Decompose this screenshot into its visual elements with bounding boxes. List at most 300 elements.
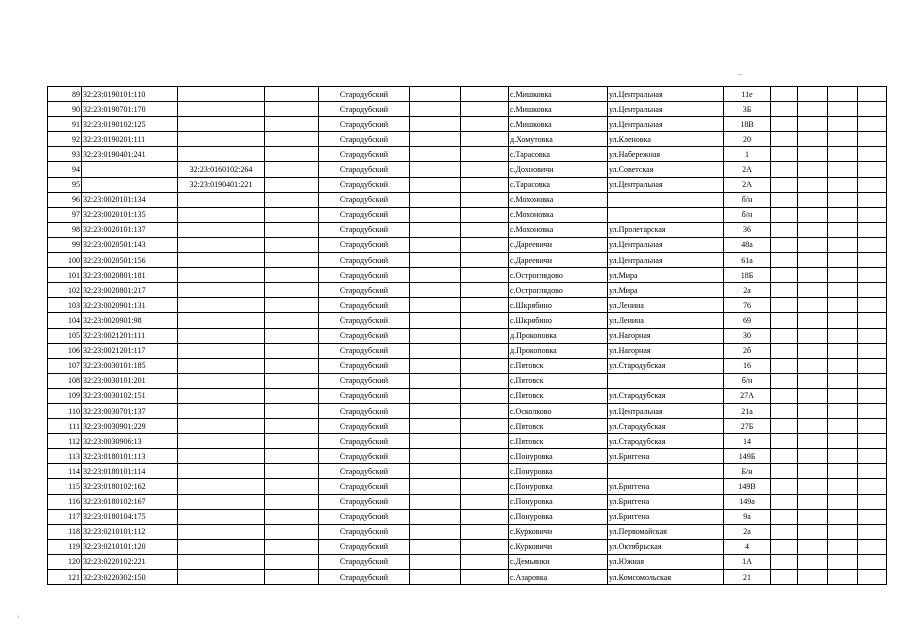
row-number-cell: 95	[48, 177, 82, 192]
alt-cadastral-number-cell	[178, 419, 265, 434]
settlement-cell: с.Мишковка	[509, 87, 608, 102]
blank-cell	[798, 117, 828, 132]
settlement-cell: с.Мишковка	[509, 117, 608, 132]
blank-cell	[858, 222, 887, 237]
blank-cell	[771, 162, 798, 177]
blank-cell	[858, 162, 887, 177]
blank-cell	[828, 192, 858, 207]
alt-cadastral-number-cell	[178, 554, 265, 569]
cadastral-number-cell: 32:23:0190401:241	[82, 147, 178, 162]
row-number-cell: 113	[48, 449, 82, 464]
registry-body	[48, 87, 887, 585]
blank-cell	[771, 192, 798, 207]
settlement-cell: с.Дареевичи	[509, 237, 608, 252]
blank-cell	[265, 207, 319, 222]
street-cell: ул.Стародубская	[608, 358, 724, 373]
settlement-cell: д.Хомутовка	[509, 132, 608, 147]
blank-cell	[798, 268, 828, 283]
street-cell: ул.Стародубская	[608, 434, 724, 449]
blank-cell	[265, 117, 319, 132]
street-cell: ул.Нагорная	[608, 328, 724, 343]
row-number-cell: 89	[48, 87, 82, 102]
cadastral-number-cell: 32:23:0180101:113	[82, 449, 178, 464]
alt-cadastral-number-cell	[178, 132, 265, 147]
blank-cell	[461, 449, 509, 464]
table-row	[48, 358, 887, 373]
cadastral-number-cell: 32:23:0020801:217	[82, 283, 178, 298]
blank-cell	[858, 343, 887, 358]
settlement-cell: с.Демьянки	[509, 554, 608, 569]
blank-cell	[858, 117, 887, 132]
blank-cell	[265, 313, 319, 328]
blank-cell	[858, 268, 887, 283]
cadastral-number-cell: 32:23:0020901:98	[82, 313, 178, 328]
settlement-cell: с.Понуровка	[509, 509, 608, 524]
blank-cell	[461, 147, 509, 162]
house-number-cell: 30	[724, 328, 771, 343]
table-row	[48, 328, 887, 343]
alt-cadastral-number-cell	[178, 373, 265, 388]
street-cell: ул.Центральная	[608, 237, 724, 252]
table-row	[48, 222, 887, 237]
blank-cell	[828, 132, 858, 147]
district-cell: Стародубский	[319, 283, 410, 298]
street-cell: ул.Стародубская	[608, 419, 724, 434]
street-cell: ул.Центральная	[608, 117, 724, 132]
blank-cell	[265, 328, 319, 343]
blank-cell	[265, 449, 319, 464]
street-cell: ул.Мира	[608, 283, 724, 298]
blank-cell	[771, 298, 798, 313]
settlement-cell: с.Пятовск	[509, 434, 608, 449]
row-number-cell: 90	[48, 102, 82, 117]
blank-cell	[828, 283, 858, 298]
settlement-cell: с.Пятовск	[509, 419, 608, 434]
blank-cell	[858, 388, 887, 403]
blank-cell	[828, 464, 858, 479]
cadastral-number-cell: 32:23:0210101:120	[82, 539, 178, 554]
blank-cell	[828, 162, 858, 177]
alt-cadastral-number-cell	[178, 207, 265, 222]
blank-cell	[828, 222, 858, 237]
table-row	[48, 524, 887, 539]
blank-cell	[771, 479, 798, 494]
blank-cell	[798, 147, 828, 162]
blank-cell	[828, 102, 858, 117]
cadastral-number-cell: 32:23:0020501:156	[82, 253, 178, 268]
district-cell: Стародубский	[319, 162, 410, 177]
blank-cell	[410, 177, 461, 192]
district-cell: Стародубский	[319, 313, 410, 328]
row-number-cell: 94	[48, 162, 82, 177]
blank-cell	[771, 434, 798, 449]
blank-cell	[858, 524, 887, 539]
blank-cell	[461, 388, 509, 403]
blank-cell	[265, 102, 319, 117]
house-number-cell: 1	[724, 147, 771, 162]
row-number-cell: 116	[48, 494, 82, 509]
house-number-cell: 21	[724, 570, 771, 585]
blank-cell	[265, 403, 319, 418]
cadastral-number-cell	[82, 162, 178, 177]
street-cell: ул.Бриггена	[608, 479, 724, 494]
blank-cell	[461, 283, 509, 298]
settlement-cell: с.Дохновичи	[509, 162, 608, 177]
blank-cell	[828, 373, 858, 388]
district-cell: Стародубский	[319, 102, 410, 117]
blank-cell	[858, 177, 887, 192]
blank-cell	[410, 449, 461, 464]
table-row	[48, 87, 887, 102]
cadastral-number-cell: 32:23:0180102:167	[82, 494, 178, 509]
blank-cell	[410, 162, 461, 177]
street-cell	[608, 373, 724, 388]
table-row	[48, 298, 887, 313]
cadastral-number-cell: 32:23:0190102:125	[82, 117, 178, 132]
cadastral-number-cell: 32:23:0020101:137	[82, 222, 178, 237]
blank-cell	[798, 177, 828, 192]
row-number-cell: 103	[48, 298, 82, 313]
blank-cell	[798, 237, 828, 252]
house-number-cell: 149Б	[724, 449, 771, 464]
house-number-cell: 20	[724, 132, 771, 147]
street-cell: ул.Центральная	[608, 253, 724, 268]
blank-cell	[461, 117, 509, 132]
cadastral-number-cell: 32:23:0020101:135	[82, 207, 178, 222]
blank-cell	[798, 87, 828, 102]
blank-cell	[798, 358, 828, 373]
house-number-cell: 2а	[724, 283, 771, 298]
blank-cell	[798, 313, 828, 328]
blank-cell	[798, 253, 828, 268]
blank-cell	[410, 358, 461, 373]
cadastral-number-cell: 32:23:0180101:114	[82, 464, 178, 479]
street-cell: ул.Октябрьская	[608, 539, 724, 554]
blank-cell	[828, 207, 858, 222]
alt-cadastral-number-cell	[178, 524, 265, 539]
blank-cell	[410, 464, 461, 479]
table-row	[48, 207, 887, 222]
blank-cell	[828, 358, 858, 373]
blank-cell	[265, 237, 319, 252]
blank-cell	[265, 373, 319, 388]
house-number-cell: 4	[724, 539, 771, 554]
row-number-cell: 98	[48, 222, 82, 237]
blank-cell	[828, 328, 858, 343]
blank-cell	[410, 313, 461, 328]
blank-cell	[461, 403, 509, 418]
row-number-cell: 104	[48, 313, 82, 328]
table-row	[48, 117, 887, 132]
blank-cell	[771, 449, 798, 464]
house-number-cell: б/н	[724, 192, 771, 207]
settlement-cell: с.Дареевичи	[509, 253, 608, 268]
table-row	[48, 268, 887, 283]
house-number-cell: 76	[724, 298, 771, 313]
district-cell: Стародубский	[319, 253, 410, 268]
street-cell: ул.Бриггена	[608, 449, 724, 464]
blank-cell	[410, 268, 461, 283]
cadastral-number-cell: 32:23:0030101:185	[82, 358, 178, 373]
blank-cell	[410, 434, 461, 449]
blank-cell	[798, 449, 828, 464]
house-number-cell: 1А	[724, 554, 771, 569]
settlement-cell: с.Мохоновка	[509, 192, 608, 207]
alt-cadastral-number-cell	[178, 283, 265, 298]
blank-cell	[410, 524, 461, 539]
district-cell: Стародубский	[319, 117, 410, 132]
alt-cadastral-number-cell	[178, 343, 265, 358]
blank-cell	[858, 253, 887, 268]
blank-cell	[798, 373, 828, 388]
blank-cell	[858, 207, 887, 222]
street-cell: ул.Ленина	[608, 313, 724, 328]
blank-cell	[265, 192, 319, 207]
street-cell: ул.Центральная	[608, 87, 724, 102]
blank-cell	[798, 132, 828, 147]
blank-cell	[461, 192, 509, 207]
blank-cell	[410, 509, 461, 524]
cadastral-number-cell: 32:23:0020901:131	[82, 298, 178, 313]
alt-cadastral-number-cell	[178, 253, 265, 268]
row-number-cell: 99	[48, 237, 82, 252]
blank-cell	[461, 479, 509, 494]
cadastral-number-cell: 32:23:0021201:117	[82, 343, 178, 358]
blank-cell	[858, 554, 887, 569]
house-number-cell: 18В	[724, 117, 771, 132]
blank-cell	[798, 554, 828, 569]
blank-cell	[828, 147, 858, 162]
blank-cell	[410, 147, 461, 162]
row-number-cell: 105	[48, 328, 82, 343]
blank-cell	[828, 509, 858, 524]
house-number-cell: 14	[724, 434, 771, 449]
blank-cell	[461, 328, 509, 343]
cadastral-number-cell: 32:23:0220102:221	[82, 554, 178, 569]
blank-cell	[771, 117, 798, 132]
blank-cell	[410, 87, 461, 102]
alt-cadastral-number-cell	[178, 328, 265, 343]
alt-cadastral-number-cell	[178, 237, 265, 252]
blank-cell	[858, 539, 887, 554]
blank-cell	[265, 222, 319, 237]
district-cell: Стародубский	[319, 494, 410, 509]
row-number-cell: 101	[48, 268, 82, 283]
blank-cell	[410, 298, 461, 313]
blank-cell	[771, 237, 798, 252]
blank-cell	[771, 358, 798, 373]
blank-cell	[410, 253, 461, 268]
blank-cell	[771, 524, 798, 539]
blank-cell	[461, 434, 509, 449]
blank-cell	[461, 524, 509, 539]
blank-cell	[410, 373, 461, 388]
street-cell: ул.Стародубская	[608, 388, 724, 403]
blank-cell	[265, 434, 319, 449]
street-cell	[608, 464, 724, 479]
alt-cadastral-number-cell: 32:23:0160102:264	[178, 162, 265, 177]
house-number-cell: 36	[724, 222, 771, 237]
house-number-cell: 27Б	[724, 419, 771, 434]
row-number-cell: 121	[48, 570, 82, 585]
blank-cell	[265, 268, 319, 283]
house-number-cell: 61а	[724, 253, 771, 268]
settlement-cell: с.Остроглядово	[509, 283, 608, 298]
blank-cell	[410, 419, 461, 434]
table-row	[48, 283, 887, 298]
house-number-cell: 2а	[724, 524, 771, 539]
settlement-cell: с.Мохоновка	[509, 222, 608, 237]
settlement-cell: с.Понуровка	[509, 449, 608, 464]
street-cell	[608, 192, 724, 207]
blank-cell	[771, 283, 798, 298]
blank-cell	[410, 539, 461, 554]
row-number-cell: 115	[48, 479, 82, 494]
table-row	[48, 388, 887, 403]
blank-cell	[858, 434, 887, 449]
table-row	[48, 509, 887, 524]
blank-cell	[858, 328, 887, 343]
alt-cadastral-number-cell	[178, 102, 265, 117]
blank-cell	[858, 509, 887, 524]
table-row	[48, 132, 887, 147]
blank-cell	[771, 328, 798, 343]
blank-cell	[858, 570, 887, 585]
settlement-cell: с.Тарасовка	[509, 177, 608, 192]
blank-cell	[461, 343, 509, 358]
blank-cell	[771, 539, 798, 554]
street-cell	[608, 207, 724, 222]
district-cell: Стародубский	[319, 434, 410, 449]
table-row	[48, 539, 887, 554]
blank-cell	[771, 268, 798, 283]
table-row	[48, 192, 887, 207]
table-row	[48, 449, 887, 464]
row-number-cell: 114	[48, 464, 82, 479]
street-cell: ул.Набережная	[608, 147, 724, 162]
blank-cell	[410, 192, 461, 207]
settlement-cell: с.Остроглядово	[509, 268, 608, 283]
blank-cell	[771, 147, 798, 162]
table-row	[48, 434, 887, 449]
blank-cell	[265, 509, 319, 524]
blank-cell	[461, 87, 509, 102]
cadastral-number-cell: 32:23:0020101:134	[82, 192, 178, 207]
blank-cell	[828, 449, 858, 464]
blank-cell	[265, 87, 319, 102]
district-cell: Стародубский	[319, 419, 410, 434]
row-number-cell: 102	[48, 283, 82, 298]
blank-cell	[461, 494, 509, 509]
district-cell: Стародубский	[319, 207, 410, 222]
blank-cell	[798, 403, 828, 418]
blank-cell	[828, 539, 858, 554]
alt-cadastral-number-cell	[178, 449, 265, 464]
blank-cell	[461, 464, 509, 479]
settlement-cell: с.Шкрябино	[509, 298, 608, 313]
alt-cadastral-number-cell	[178, 570, 265, 585]
blank-cell	[461, 268, 509, 283]
settlement-cell: с.Мохоновка	[509, 207, 608, 222]
blank-cell	[410, 343, 461, 358]
alt-cadastral-number-cell	[178, 222, 265, 237]
row-number-cell: 111	[48, 419, 82, 434]
settlement-cell: с.Тарасовка	[509, 147, 608, 162]
blank-cell	[798, 283, 828, 298]
blank-cell	[828, 313, 858, 328]
blank-cell	[410, 554, 461, 569]
alt-cadastral-number-cell	[178, 268, 265, 283]
settlement-cell: с.Курковичи	[509, 539, 608, 554]
alt-cadastral-number-cell	[178, 464, 265, 479]
blank-cell	[858, 147, 887, 162]
row-number-cell: 112	[48, 434, 82, 449]
district-cell: Стародубский	[319, 87, 410, 102]
blank-cell	[461, 358, 509, 373]
row-number-cell: 106	[48, 343, 82, 358]
corner-mark-bottom-left: '	[18, 614, 20, 623]
blank-cell	[858, 479, 887, 494]
blank-cell	[461, 162, 509, 177]
house-number-cell: 3Б	[724, 102, 771, 117]
cadastral-number-cell: 32:23:0190201:111	[82, 132, 178, 147]
blank-cell	[798, 192, 828, 207]
blank-cell	[771, 177, 798, 192]
house-number-cell: 2б	[724, 343, 771, 358]
blank-cell	[828, 494, 858, 509]
table-row	[48, 343, 887, 358]
blank-cell	[461, 509, 509, 524]
house-number-cell: б/н	[724, 207, 771, 222]
street-cell: ул.Первомайская	[608, 524, 724, 539]
blank-cell	[461, 207, 509, 222]
street-cell: ул.Нагорная	[608, 343, 724, 358]
house-number-cell: 9а	[724, 509, 771, 524]
row-number-cell: 110	[48, 403, 82, 418]
blank-cell	[265, 298, 319, 313]
settlement-cell: д.Прокоповка	[509, 328, 608, 343]
alt-cadastral-number-cell	[178, 388, 265, 403]
district-cell: Стародубский	[319, 222, 410, 237]
blank-cell	[461, 419, 509, 434]
district-cell: Стародубский	[319, 237, 410, 252]
street-cell: ул.Центральная	[608, 102, 724, 117]
blank-cell	[858, 298, 887, 313]
cadastral-number-cell: 32:23:0030906:13	[82, 434, 178, 449]
blank-cell	[798, 222, 828, 237]
alt-cadastral-number-cell	[178, 358, 265, 373]
blank-cell	[771, 494, 798, 509]
row-number-cell: 107	[48, 358, 82, 373]
blank-cell	[265, 494, 319, 509]
district-cell: Стародубский	[319, 328, 410, 343]
table-row	[48, 237, 887, 252]
blank-cell	[798, 102, 828, 117]
blank-cell	[828, 343, 858, 358]
blank-cell	[265, 539, 319, 554]
blank-cell	[798, 479, 828, 494]
blank-cell	[265, 388, 319, 403]
blank-cell	[265, 283, 319, 298]
settlement-cell: с.Курковичи	[509, 524, 608, 539]
street-cell: ул.Мира	[608, 268, 724, 283]
alt-cadastral-number-cell	[178, 539, 265, 554]
blank-cell	[798, 298, 828, 313]
table-row	[48, 253, 887, 268]
blank-cell	[828, 570, 858, 585]
cadastral-number-cell: 32:23:0030701:137	[82, 403, 178, 418]
settlement-cell: д.Прокоповка	[509, 343, 608, 358]
